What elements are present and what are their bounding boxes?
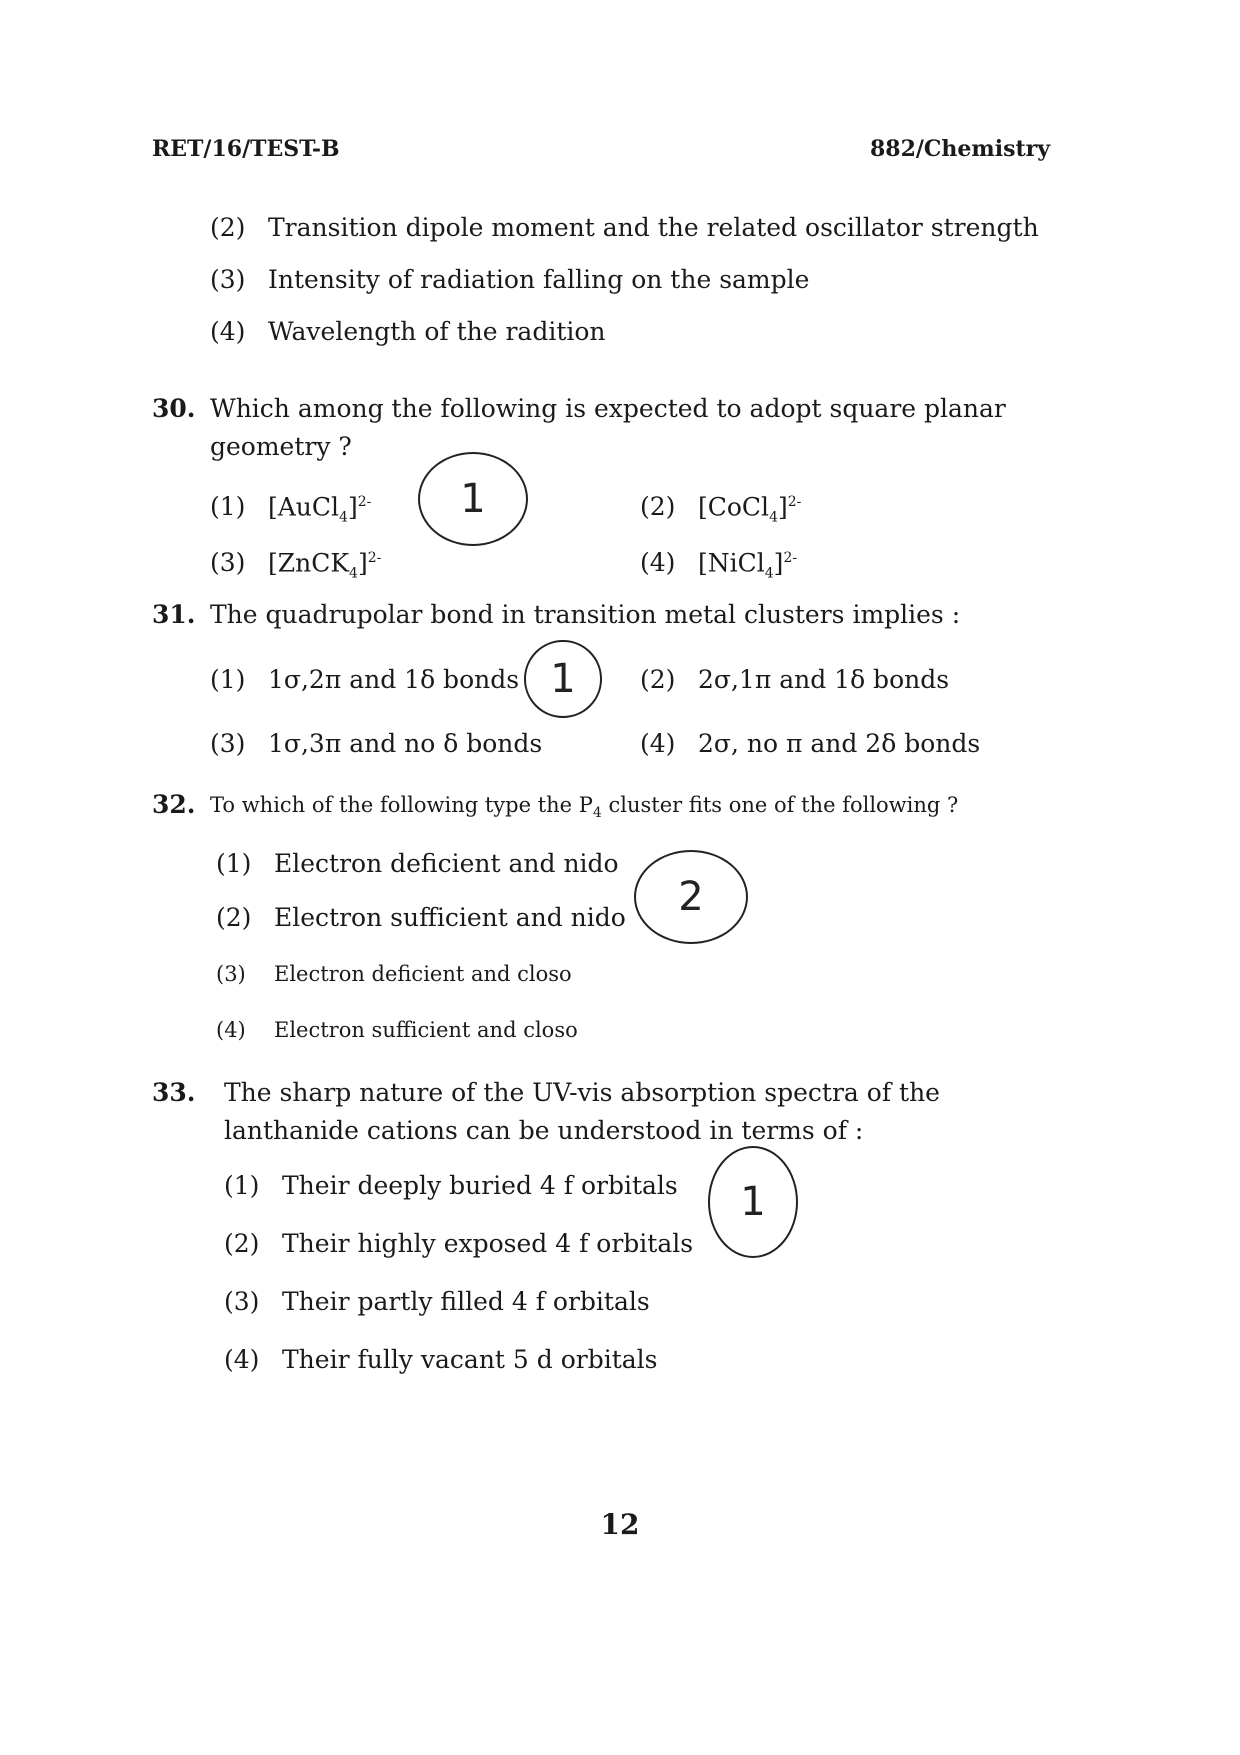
option-q32-2: (2) Electron sufficient and nido [216,903,626,932]
option-q33-4: (4) Their fully vacant 5 d orbitals [224,1345,658,1374]
option-q29-3: (3) Intensity of radiation falling on the sample [210,265,810,294]
question-31-text: The quadrupolar bond in transition metal clusters implies : [210,600,961,629]
option-q30-1: (1) [AuCl$_4$]$^{2-}$ [210,492,372,526]
answer-mark-q32: 2 [634,850,748,944]
option-q31-3: (3) 1σ,3π and no δ bonds [210,729,543,758]
question-33: 33. [152,1078,196,1107]
option-q30-3: (3) [ZnCK$_4$]$^{2-}$ [210,548,382,582]
option-q33-2: (2) Their highly exposed 4 f orbitals [224,1229,694,1258]
option-q30-2: (2) [CoCl$_4$]$^{2-}$ [640,492,802,526]
option-q31-2: (2) 2σ,1π and 1δ bonds [640,665,950,694]
answer-mark-q33: 1 [708,1146,798,1258]
option-q31-4: (4) 2σ, no π and 2δ bonds [640,729,981,758]
option-q29-4: (4) Wavelength of the radition [210,317,606,346]
option-q32-4: (4) Electron sufficient and closo [216,1018,578,1042]
question-32-text: To which of the following type the $P_4$ cluster fits one of the following ? [210,793,959,822]
option-q29-2: (2) Transition dipole moment and the related oscillator strength [210,213,1039,242]
question-33-text: The sharp nature of the UV-vis absorption spectra of the lanthanide cations can be understood in terms of : [224,1078,940,1145]
option-q33-1: (1) Their deeply buried 4 f orbitals [224,1171,678,1200]
question-30: 30. [152,394,196,423]
answer-mark-q31: 1 [524,640,602,718]
header-subject: 882/Chemistry [869,136,1050,162]
option-q32-1: (1) Electron deficient and nido [216,849,619,878]
answer-mark-q30: 1 [418,452,528,546]
question-30-text: Which among the following is expected to adopt square planar geometry ? [210,394,1006,461]
option-q30-4: (4) [NiCl$_4$]$^{2-}$ [640,548,798,582]
option-q31-1: (1) 1σ,2π and 1δ bonds [210,665,520,694]
option-q32-3: (3) Electron deficient and closo [216,962,572,986]
option-q33-3: (3) Their partly filled 4 f orbitals [224,1287,650,1316]
header-exam-code: RET/16/TEST-B [152,136,340,162]
page-number: 12 [600,1508,640,1541]
question-31: 31. [152,600,196,629]
question-32: 32. [152,790,196,819]
